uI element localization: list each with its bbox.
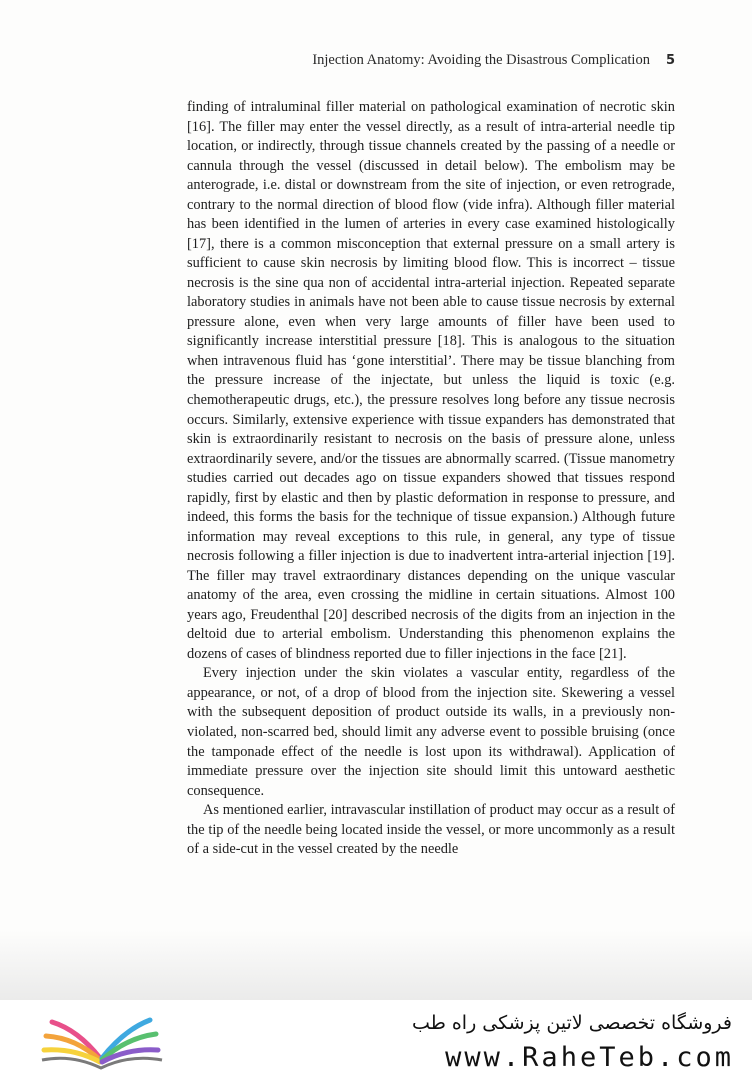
paragraph: finding of intraluminal filler material on pathological examination of necrotic skin [16]. The filler may enter the vessel directly, as a result of intra-arterial needle tip location, or indirectly, through tissue channels created by the passing of a needle or cannula through the vessel (discussed in detail below). The embolism may be anterograde, i.e. distal or downstream from the site of injection, or even retrograde, contrary to the normal direction of blood flow (vide infra). Although filler material has been identified in the lumen of arteries in every case examined histologically [17], there is a common misconception that external pressure on a small artery is sufficient to cause skin necrosis by limiting blood flow. This is incorrect – tissue necrosis is the sine qua non of accidental intra-arterial injection. Repeated separate laboratory studies in animals have not been able to cause tissue necrosis by external pressure alone, even when very large amounts of filler have been used to significantly increase interstitial pressure [18]. This is analogous to the situation when intravenous fluid has ‘gone interstitial’. There may be tissue blanching from the pressure increase of the injectate, but unless the liquid is toxic (e.g. chemotherapeutic drugs, etc.), the pressure resolves long before any tissue necrosis occurs. Similarly, extensive experience with tissue expanders has demonstrated that skin is extraordinarily resistant to necrosis on the basis of pressure alone, unless extraordinarily severe, and/or the tissues are abnormally scarred. (Tissue manometry studies carried out decades ago on tissue expanders showed that tissues respond rapidly, first by elastic and then by plastic deformation in response to pressure, and indeed, this forms the basis for the technique of tissue expansion.) Although future information may reveal exceptions to this rule, in general, any type of tissue necrosis following a filler injection is due to inadvertent intra-arterial injection [19]. The filler may travel extraordinary distances depending on the unique vascular anatomy of the area, even crossing the midline in certain situations. Almost 100 years ago, Freudenthal [20] described necrosis of the digits from an injection in the deltoid due to arterial embolism. Understanding this phenomenon explains the dozens of cases of blindness reported due to filler injections in the face [21]. xyxy=(187,99,675,662)
page-bottom-shadow xyxy=(0,930,752,1000)
paragraph: Every injection under the skin violates a vascular entity, regardless of the appearance, or not, of a drop of blood from the injection site. Skewering a vessel with the subsequent deposition of product outside its walls, in a previously non-violated, non-scarred bed, should limit any adverse event to possible bruising (once the tamponade effect of the needle is lost upon its withdrawal). Application of immediate pressure over the injection site should limit this untoward aesthetic consequence. xyxy=(187,665,675,799)
paragraph: As mentioned earlier, intravascular instillation of product may occur as a result of the tip of the needle being located inside the vessel, or more uncommonly as a result of a side-cut in the vessel created by the needle xyxy=(187,802,675,858)
running-header xyxy=(0,52,675,69)
shop-name: فروشگاه تخصصی لاتین پزشکی راه طب xyxy=(412,1012,732,1034)
page-number: 5 xyxy=(665,53,675,68)
running-title: Injection Anatomy: Avoiding the Disastrous Complication xyxy=(312,52,650,68)
open-book-rainbow-icon xyxy=(38,1008,166,1078)
watermark-footer xyxy=(0,1000,752,1079)
body-text xyxy=(187,98,675,860)
shop-url[interactable]: www.RaheTeb.com xyxy=(445,1042,734,1073)
